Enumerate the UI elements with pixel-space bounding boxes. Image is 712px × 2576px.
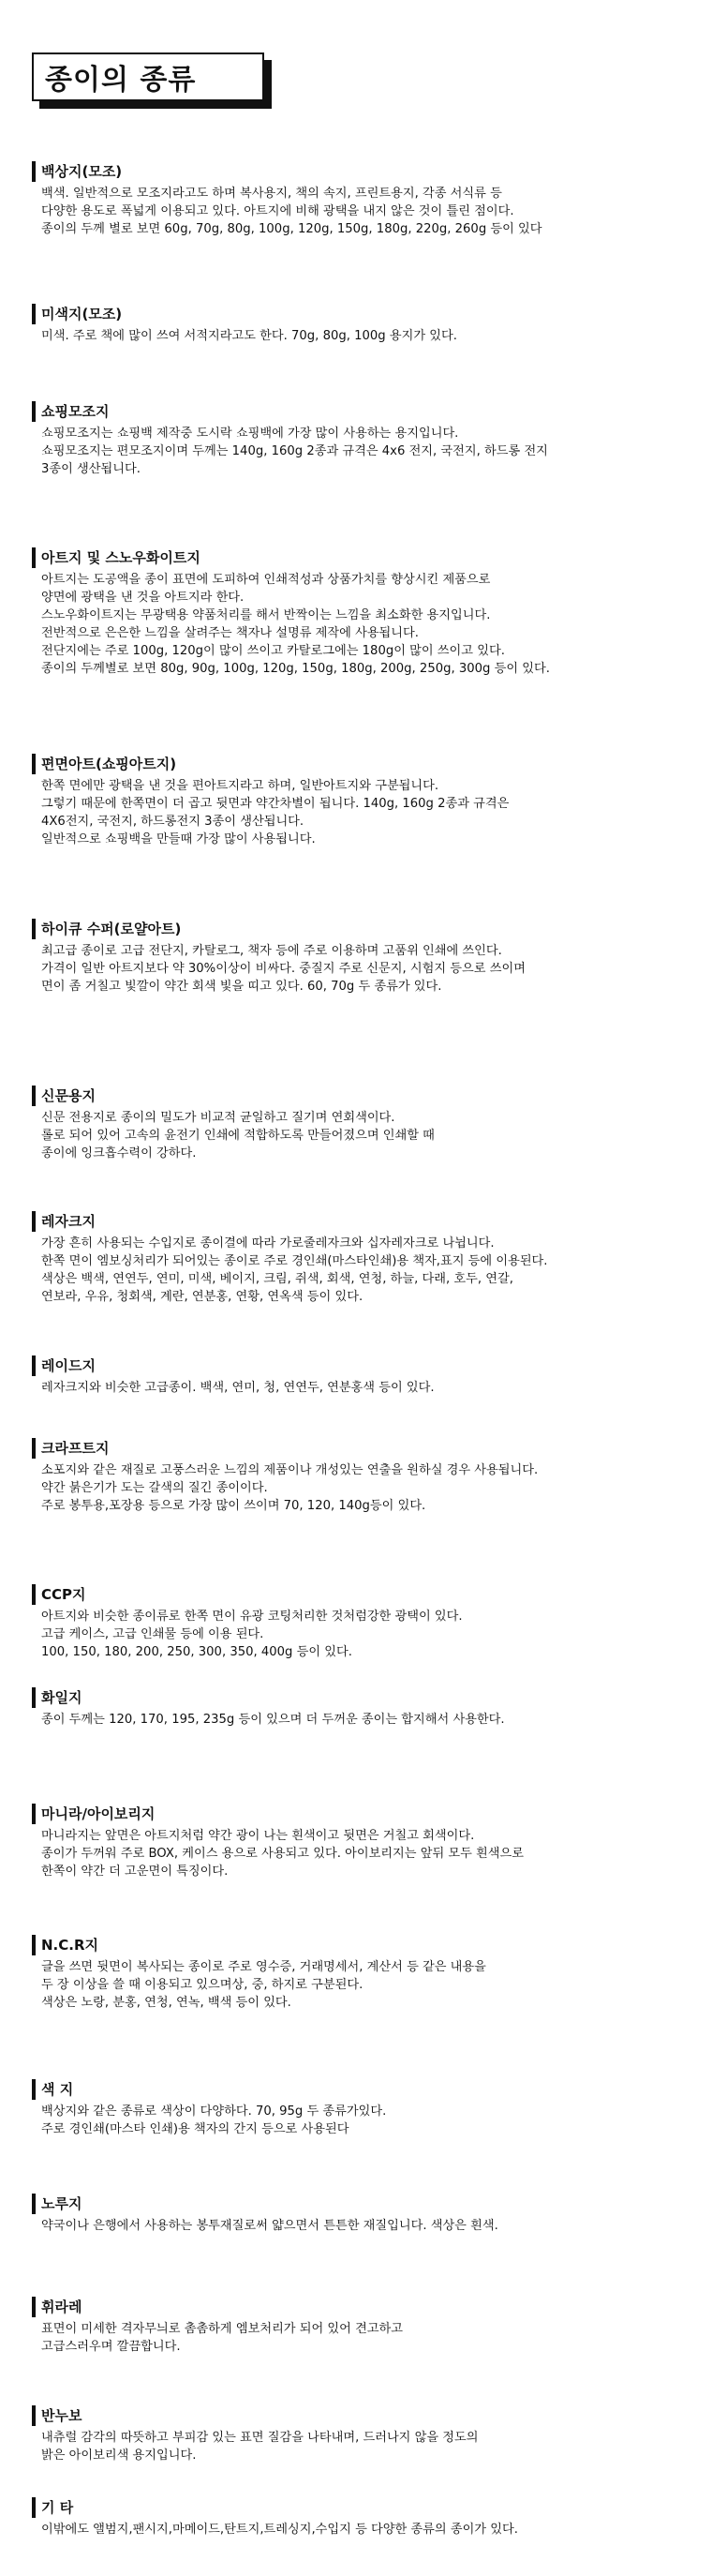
section-heading: 레자크지: [32, 1211, 688, 1232]
section-description: [32, 1379, 688, 1397]
section-heading: 노루지: [32, 2194, 688, 2214]
paper-section: [32, 1438, 688, 1515]
description-line: 주로 봉투용,포장용 등으로 가장 많이 쓰이며 70, 120, 140g등이 있다.: [41, 1499, 426, 1513]
description-line: 표면이 미세한 격자무늬로 촘촘하게 엠보처리가 되어 있어 견고하고: [41, 2322, 404, 2336]
section-description: [32, 942, 688, 996]
paper-section: [32, 2497, 688, 2539]
paper-section: [32, 1355, 688, 1397]
paper-section: [32, 2194, 688, 2235]
paper-section: [32, 304, 688, 345]
description-line: 백색. 일반적으로 모조지라고도 하며 복사용지, 책의 속지, 프린트용지, 각종 서식류 등: [41, 187, 502, 201]
description-line: 가장 흔히 사용되는 수입지로 종이결에 따라 가로줄레자크와 십자레자크로 나뉩니다.: [41, 1236, 495, 1251]
section-description: [32, 1608, 688, 1661]
paper-section: [32, 1584, 688, 1661]
section-heading: CCP지: [32, 1584, 688, 1605]
section-description: [32, 571, 688, 678]
section-description: [32, 2320, 688, 2356]
description-line: 고급 케이스, 고급 인쇄물 등에 이용 된다.: [41, 1627, 264, 1641]
description-line: 종이의 두께 별로 보면 60g, 70g, 80g, 100g, 120g, 150g, 180g, 220g, 260g 등이 있다: [41, 222, 542, 236]
description-line: 롤로 되어 있어 고속의 윤전기 인쇄에 적합하도록 만들어졌으며 인쇄할 때: [41, 1129, 435, 1143]
section-heading: N.C.R지: [32, 1935, 688, 1955]
description-line: 백상지와 같은 종류로 색상이 다양하다. 70, 95g 두 종류가있다.: [41, 2104, 387, 2119]
description-line: 이밖에도 앨범지,팬시지,마메이드,탄트지,트레싱지,수입지 등 다양한 종류의 종이가 있다.: [41, 2523, 518, 2537]
section-description: [32, 185, 688, 238]
section-description: [32, 2521, 688, 2539]
paper-section: [32, 161, 688, 238]
paper-section: [32, 1935, 688, 2012]
section-heading: 미색지(모조): [32, 304, 688, 324]
description-line: 소포지와 같은 재질로 고풍스러운 느낌의 제품이나 개성있는 연출을 원하실 경우 사용됩니다.: [41, 1463, 539, 1477]
paper-section: [32, 1804, 688, 1880]
description-line: 종이에 잉크흡수력이 강하다.: [41, 1146, 197, 1161]
description-line: 내츄럴 감각의 따뜻하고 부피감 있는 표면 질감을 나타내며, 드러나지 않을 정도의: [41, 2431, 479, 2445]
paper-section: [32, 1211, 688, 1306]
section-heading: 화일지: [32, 1687, 688, 1708]
section-heading: 마니라/아이보리지: [32, 1804, 688, 1824]
section-heading: 쇼핑모조지: [32, 401, 688, 422]
section-heading: 아트지 및 스노우화이트지: [32, 547, 688, 568]
description-line: 면이 좀 거칠고 빛깔이 약간 회색 빛을 띠고 있다. 60, 70g 두 종류가 있다.: [41, 980, 442, 994]
description-line: 고급스러우며 깔끔합니다.: [41, 2340, 181, 2354]
description-line: 쇼핑모조지는 편모조지이며 두께는 140g, 160g 2종과 규격은 4x6 전지, 국전지, 하드롱 전지: [41, 444, 548, 458]
section-heading: 크라프트지: [32, 1438, 688, 1459]
description-line: 두 장 이상을 쓸 때 이용되고 있으며상, 중, 하지로 구분된다.: [41, 1978, 363, 1992]
description-line: 마니라지는 앞면은 아트지처럼 약간 광이 나는 흰색이고 뒷면은 거칠고 회색이다.: [41, 1829, 475, 1843]
page-title-box: [32, 52, 264, 101]
description-line: 약국이나 은행에서 사용하는 봉투재질로써 얇으면서 튼튼한 재질입니다. 색상은 흰색.: [41, 2219, 498, 2233]
description-line: 쇼핑모조지는 쇼핑백 제작중 도시락 쇼핑백에 가장 많이 사용하는 용지입니다.: [41, 427, 459, 441]
section-description: [32, 2103, 688, 2138]
section-heading: 신문용지: [32, 1086, 688, 1106]
section-heading: 레이드지: [32, 1355, 688, 1376]
description-line: 종이 두께는 120, 170, 195, 235g 등이 있으며 더 두꺼운 종이는 합지해서 사용한다.: [41, 1713, 505, 1727]
description-line: 양면에 광택을 낸 것을 아트지라 한다.: [41, 591, 245, 605]
description-line: 종이가 두꺼워 주로 BOX, 케이스 용으로 사용되고 있다. 아이보리지는 앞뒤 모두 흰색으로: [41, 1847, 525, 1861]
description-line: 글을 쓰면 뒷면이 복사되는 종이로 주로 영수증, 거래명세서, 계산서 등 같은 내용을: [41, 1960, 486, 1974]
paper-section: [32, 401, 688, 478]
section-description: [32, 1711, 688, 1729]
description-line: 한쪽 면이 엠보싱처리가 되어있는 종이로 주로 경인쇄(마스타인쇄)용 책자,표지 등에 이용된다.: [41, 1254, 548, 1268]
description-line: 아트지와 비슷한 종이류로 한쪽 면이 유광 코팅처리한 것처럼강한 광택이 있다.: [41, 1610, 463, 1624]
description-line: 전단지에는 주로 100g, 120g이 많이 쓰이고 카탈로그에는 180g이 많이 쓰이고 있다.: [41, 644, 505, 658]
description-line: 일반적으로 쇼핑백을 만들때 가장 많이 사용됩니다.: [41, 832, 316, 846]
description-line: 100, 150, 180, 200, 250, 300, 350, 400g 등이 있다.: [41, 1645, 352, 1659]
description-line: 3종이 생산됩니다.: [41, 462, 141, 476]
page-title: 종이의 종류: [45, 64, 197, 97]
description-line: 스노우화이트지는 무광택용 약품처리를 해서 반짝이는 느낌을 최소화한 용지입니다.: [41, 608, 491, 622]
description-line: 약간 붉은기가 도는 갈색의 질긴 종이이다.: [41, 1481, 268, 1495]
description-line: 밝은 아이보리색 용지입니다.: [41, 2449, 197, 2463]
description-line: 종이의 두께별로 보면 80g, 90g, 100g, 120g, 150g, 180g, 200g, 250g, 300g 등이 있다.: [41, 662, 550, 676]
paper-section: [32, 1687, 688, 1729]
description-line: 전반적으로 은은한 느낌을 살려주는 책자나 설명류 제작에 사용됩니다.: [41, 626, 419, 640]
description-line: 가격이 일반 아트지보다 약 30%이상이 비싸다. 중질지 주로 신문지, 시험지 등으로 쓰이며: [41, 962, 526, 976]
description-line: 다양한 용도로 폭넓게 이용되고 있다. 아트지에 비해 광택을 내지 않은 것이 틀린 점이다.: [41, 204, 514, 218]
description-line: 레자크지와 비슷한 고급종이. 백색, 연미, 청, 연연두, 연분홍색 등이 있다.: [41, 1381, 435, 1395]
section-description: [32, 1109, 688, 1162]
section-heading: 편면아트(쇼핑아트지): [32, 754, 688, 774]
description-line: 최고급 종이로 고급 전단지, 카탈로그, 책자 등에 주로 이용하며 고품위 인쇄에 쓰인다.: [41, 944, 502, 958]
description-line: 미색. 주로 책에 많이 쓰여 서적지라고도 한다. 70g, 80g, 100g 용지가 있다.: [41, 329, 457, 343]
paper-section: [32, 1086, 688, 1162]
description-line: 한쪽 면에만 광택을 낸 것을 편아트지라고 하며, 일반아트지와 구분됩니다.: [41, 779, 439, 793]
description-line: 주로 경인쇄(마스타 인쇄)용 책자의 간지 등으로 사용된다: [41, 2122, 349, 2136]
section-description: [32, 777, 688, 848]
section-description: [32, 1461, 688, 1515]
section-description: [32, 2429, 688, 2464]
description-line: 한쪽이 약간 더 고운면이 특징이다.: [41, 1865, 229, 1879]
paper-section: [32, 919, 688, 996]
section-heading: 반누보: [32, 2405, 688, 2426]
section-heading: 기 타: [32, 2497, 688, 2518]
description-line: 연보라, 우유, 청회색, 계란, 연분홍, 연황, 연옥색 등이 있다.: [41, 1290, 363, 1304]
paper-section: [32, 2297, 688, 2356]
paper-section: [32, 547, 688, 678]
description-line: 신문 전용지로 종이의 밀도가 비교적 균일하고 질기며 연회색이다.: [41, 1111, 395, 1125]
section-description: [32, 2217, 688, 2235]
description-line: 그렇기 때문에 한쪽면이 더 곱고 뒷면과 약간차별이 됩니다. 140g, 160g 2종과 규격은: [41, 797, 510, 811]
section-description: [32, 1235, 688, 1306]
description-line: 색상은 노랑, 분홍, 연청, 연녹, 백색 등이 있다.: [41, 1996, 291, 2010]
section-description: [32, 425, 688, 478]
paper-section: [32, 2405, 688, 2464]
section-heading: 백상지(모조): [32, 161, 688, 182]
section-heading: 색 지: [32, 2079, 688, 2100]
section-heading: 하이큐 수퍼(로얄아트): [32, 919, 688, 939]
description-line: 색상은 백색, 연연두, 연미, 미색, 베이지, 크림, 쥐색, 회색, 연청, 하늘, 다래, 호두, 연갈,: [41, 1272, 513, 1286]
section-description: [32, 327, 688, 345]
section-heading: 휘라레: [32, 2297, 688, 2317]
paper-section: [32, 754, 688, 848]
section-description: [32, 1958, 688, 2012]
paper-section: [32, 2079, 688, 2138]
section-description: [32, 1827, 688, 1880]
description-line: 4X6전지, 국전지, 하드롱전지 3종이 생산됩니다.: [41, 815, 304, 829]
description-line: 아트지는 도공액을 종이 표면에 도피하여 인쇄적성과 상품가치를 향상시킨 제품으로: [41, 573, 491, 587]
